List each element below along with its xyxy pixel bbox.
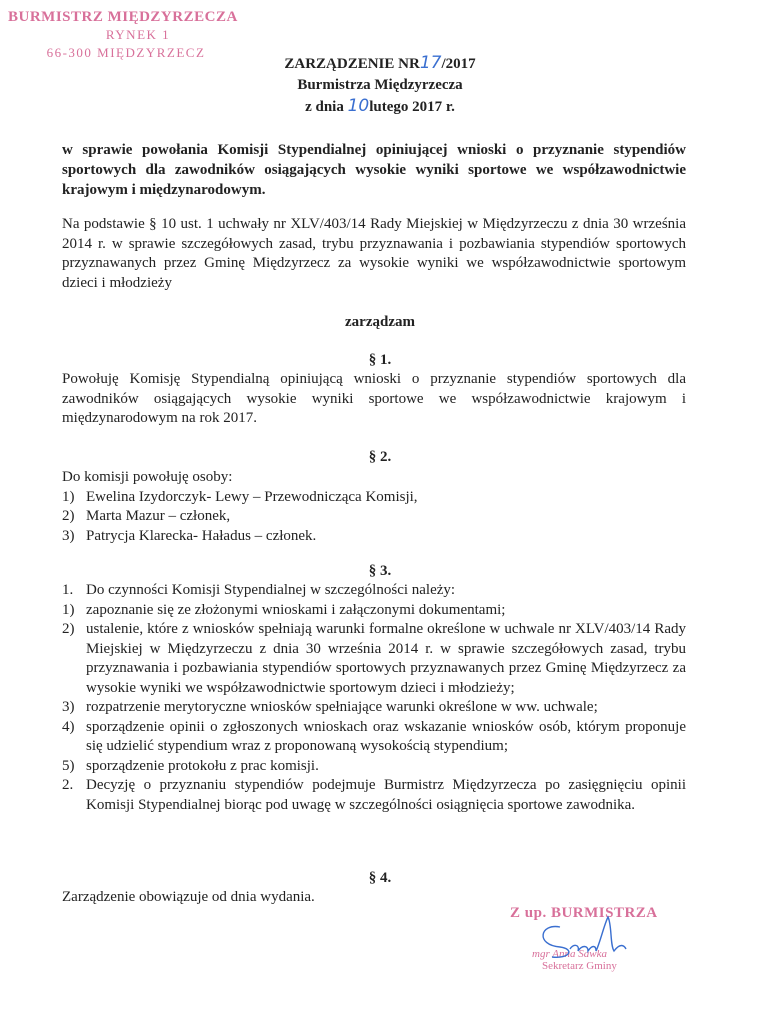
- title-prefix: ZARZĄDZENIE NR: [284, 56, 420, 72]
- section-3-point-2: [62, 776, 686, 815]
- section-3-body: [62, 581, 686, 815]
- section-3-title: § 3.: [368, 563, 392, 579]
- document-header: [230, 53, 530, 118]
- stamp-line-2: RYNEK 1: [105, 27, 171, 42]
- point-number: 1.: [62, 582, 74, 598]
- section-1-title: § 1.: [368, 352, 392, 368]
- task-text: ustalenie, które z wniosków spełniają warunki formalne określone w uchwale nr XLV/403/14 Rady Miejskiej w Międzyrzeczu z dnia 30 września 2014 r. w sprawie szczegółowych zasad, trybu przyznawania i pozbawiania stypendiów sportowych przyznawanych przez Gminę Międzyrzecz za wysokie wyniki we współzawodnictwie sportowym dzieci i młodzieży;: [86, 621, 686, 696]
- task-number: 2): [62, 621, 75, 637]
- signatory-name: mgr Anna Sawka: [532, 948, 607, 960]
- task-number: 5): [62, 757, 75, 774]
- member-number: 1): [62, 488, 75, 505]
- member-number: 2): [62, 508, 75, 524]
- document-date: [230, 96, 530, 118]
- section-4-title: § 4.: [368, 870, 392, 886]
- legal-basis: Na podstawie § 10 ust. 1 uchwały nr XLV/403/14 Rady Miejskiej w Międzyrzeczu z dnia 30 września 2014 r. w sprawie szczegółowych zasad, trybu przyznawania i pozbawiania stypendiów sportowych przyznawanych przez Gminę Międzyrzecz za wysokie wyniki we współzawodnictwie sportowym dzieci i młodzieży: [62, 216, 686, 291]
- section-1-text: Powołuję Komisję Stypendialną opiniującą wnioski o przyznanie stypendiów sportowych dla zawodników osiągających wysokie wyniki sportowe we współzawodnictwie krajowym i międzynarodowym na rok 2017.: [62, 371, 686, 426]
- document-subject: w sprawie powołania Komisji Stypendialnej opiniującej wnioski o przyznanie stypendiów sportowych dla zawodników osiągających wysokie wyniki sportowe we współzawodnictwie krajowym i międzynarodowym.: [62, 142, 686, 198]
- handwritten-day: 10: [347, 96, 370, 116]
- task-item: [62, 757, 686, 777]
- section-2-intro: Do komisji powołuję osoby:: [62, 469, 233, 485]
- signature-authority: Z up. BURMISTRZA: [510, 905, 658, 921]
- signature-scribble-icon: [530, 915, 650, 965]
- member-text: Ewelina Izydorczyk- Lewy – Przewodnicząca Komisji,: [86, 488, 418, 505]
- date-prefix: z dnia: [305, 99, 344, 115]
- document-issuer: Burmistrza Międzyrzecza: [297, 77, 463, 93]
- task-item: [62, 698, 686, 718]
- section-3-point-1: [62, 581, 686, 601]
- stamp-line-3: 66-300 MIĘDZYRZECZ: [46, 45, 206, 60]
- task-text: zapoznanie się ze złożonymi wnioskami i załączonymi dokumentami;: [86, 601, 506, 618]
- decree-word: zarządzam: [345, 314, 415, 330]
- task-item: [62, 718, 686, 757]
- task-number: 3): [62, 699, 75, 715]
- signature-block: [500, 905, 690, 972]
- handwritten-number: 17: [419, 53, 442, 73]
- point-text: Do czynności Komisji Stypendialnej w szczególności należy:: [86, 582, 456, 598]
- task-text: sporządzenie protokołu z prac komisji.: [86, 757, 319, 774]
- date-suffix: lutego 2017 r.: [369, 99, 455, 115]
- member-text: Marta Mazur – członek,: [86, 508, 231, 524]
- point-text: Decyzję o przyznaniu stypendiów podejmuje Burmistrz Międzyrzecza po zasięgnięciu opinii Komisji Stypendialnej biorąc pod uwagę w szczególności osiągnięcia sportowe zawodnika.: [86, 777, 686, 813]
- task-number: 1): [62, 601, 75, 618]
- task-item: [62, 601, 686, 621]
- title-suffix: /2017: [441, 56, 476, 72]
- member-number: 3): [62, 527, 75, 544]
- member-item: [62, 488, 686, 508]
- task-text: sporządzenie opinii o zgłoszonych wnioskach oraz wskazanie wniosków osób, którym proponuje się udzielić stypendium wraz z proponowaną wysokością stypendium;: [86, 718, 686, 754]
- office-stamp: [8, 8, 238, 62]
- document-title: [230, 53, 530, 75]
- section-2-title: § 2.: [368, 449, 392, 465]
- stamp-line-1: BURMISTRZ MIĘDZYRZECZA: [8, 9, 238, 25]
- member-item: [62, 507, 686, 527]
- section-2-body: [62, 468, 686, 546]
- task-number: 4): [62, 718, 75, 735]
- point-number: 2.: [62, 777, 74, 793]
- signatory-role: Sekretarz Gminy: [542, 960, 617, 972]
- member-item: [62, 527, 686, 547]
- section-4-text: Zarządzenie obowiązuje od dnia wydania.: [62, 889, 315, 905]
- member-text: Patrycja Klarecka- Haładus – członek.: [86, 527, 317, 544]
- task-text: rozpatrzenie merytoryczne wniosków spełniające warunki określone w ww. uchwale;: [86, 699, 598, 715]
- task-item: [62, 620, 686, 698]
